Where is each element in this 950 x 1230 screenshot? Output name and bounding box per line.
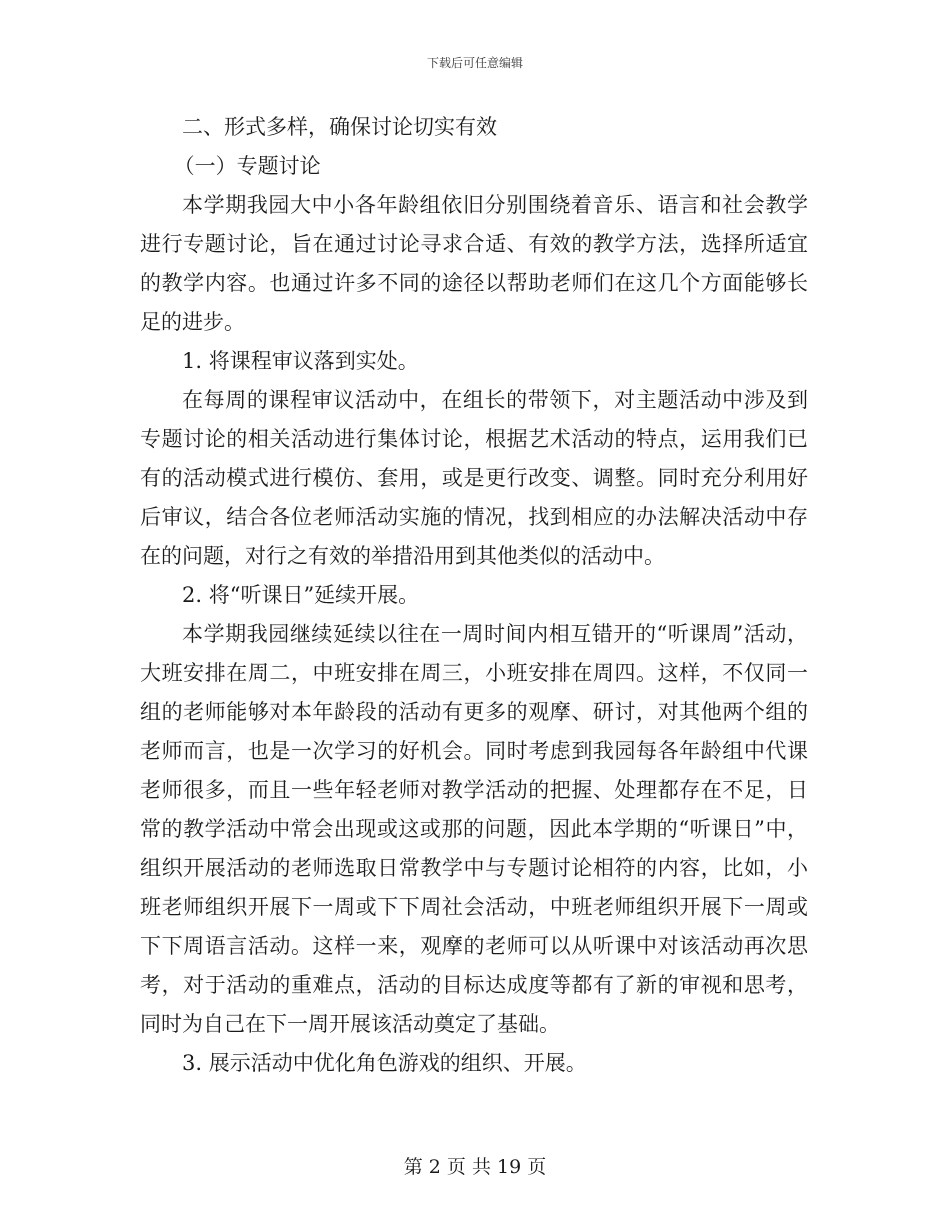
document-body [140, 108, 808, 1083]
item2-paragraph: 本学期我园继续延续以往在一周时间内相互错开的“听课周”活动，大班安排在周二，中班安排在周三，小班安排在周四。这样，不仅同一组的老师能够对本年龄段的活动有更多的观摩、研讨，对其他两个组的老师而言，也是一次学习的好机会。同时考虑到我园每各年龄组中代课老师很多，而且一些年轻老师对教学活动的把握、处理都存在不足，日常的教学活动中常会出现或这或那的问题，因此本学期的“听课日”中，组织开展活动的老师选取日常教学中与专题讨论相符的内容，比如，小班老师组织开展下一周或下下周社会活动，中班老师组织开展下一周或下下周语言活动。这样一来，观摩的老师可以从听课中对该活动再次思考，对于活动的重难点，活动的目标达成度等都有了新的审视和思考，同时为自己在下一周开展该活动奠定了基础。 [140, 622, 808, 1036]
item3-title: 3. 展示活动中优化角色游戏的组织、开展。 [182, 1051, 587, 1075]
page-number: 第 2 页 共 19 页 [403, 1156, 547, 1178]
subsection-title: （一）专题讨论 [173, 154, 321, 178]
item2-title: 2. 将“听课日”延续开展。 [182, 583, 420, 607]
item1-paragraph: 在每周的课程审议活动中，在组长的带领下，对主题活动中涉及到专题讨论的相关活动进行集体讨论，根据艺术活动的特点，运用我们已有的活动模式进行模仿、套用，或是更行改变、调整。同时充分利用好后审议，结合各位老师活动实施的情况，找到相应的办法解决活动中存在的问题，对行之有效的举措沿用到其他类似的活动中。 [140, 388, 808, 568]
page-header: 下载后可任意编辑 [426, 56, 523, 70]
section-title: 二、形式多样，确保讨论切实有效 [182, 115, 497, 139]
intro-paragraph: 本学期我园大中小各年龄组依旧分别围绕着音乐、语言和社会教学进行专题讨论，旨在通过讨论寻求合适、有效的教学方法，选择所适宜的教学内容。也通过许多不同的途径以帮助老师们在这几个方面能够长足的进步。 [140, 193, 808, 334]
item1-title: 1. 将课程审议落到实处。 [182, 349, 419, 373]
